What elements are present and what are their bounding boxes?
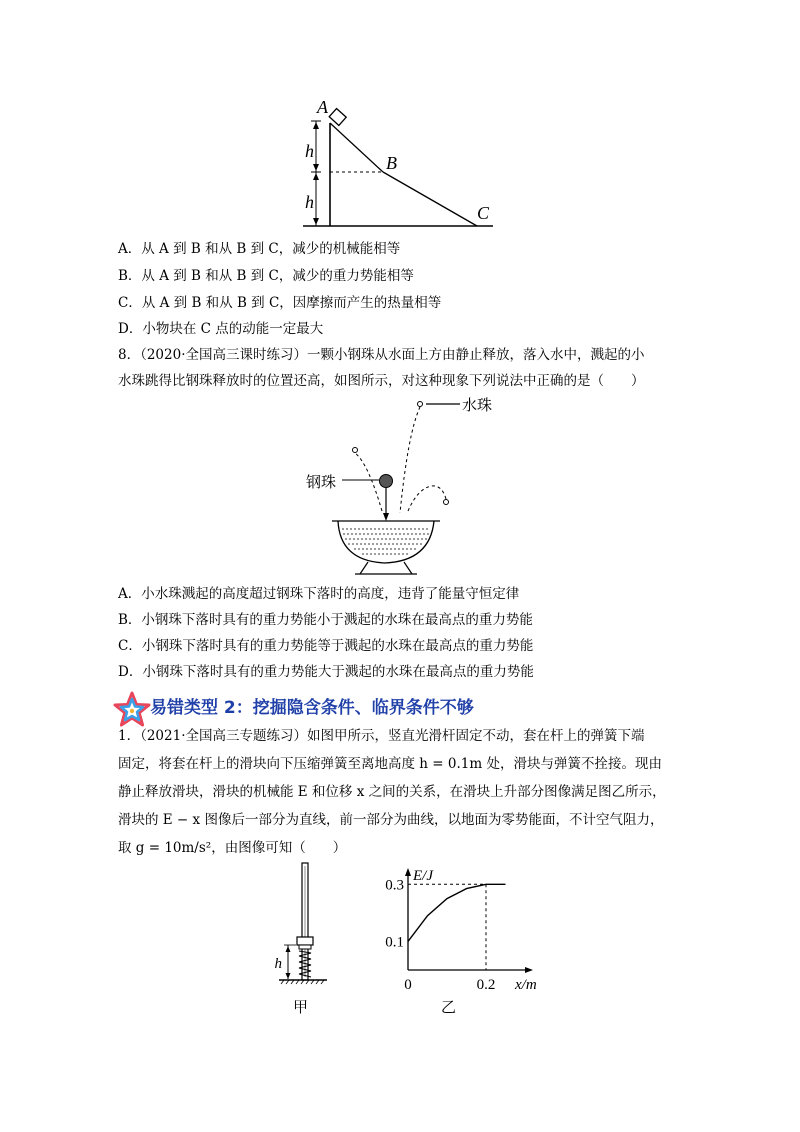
splash-figure <box>300 393 510 578</box>
x-tick-label: 0.2 <box>476 977 496 993</box>
q1-stem-line: 1．（2021·全国高三专题练习）如图甲所示，竖直光滑杆固定不动，套在杆上的弹簧下端 <box>118 728 645 744</box>
q7-option-a: A．从 A 到 B 和从 B 到 C，减少的机械能相等 <box>118 241 401 257</box>
q8-option-b: B．小钢珠下落时具有的重力势能小于溅起的水珠在最高点的重力势能 <box>118 612 533 628</box>
label-water-drop: 水珠 <box>462 398 493 414</box>
label-c: C <box>477 203 490 223</box>
x-axis-label: x/m <box>515 977 537 993</box>
series-curve <box>408 884 486 941</box>
y-axis-label: E/J <box>413 868 433 884</box>
x-tick-label: 0 <box>404 977 412 993</box>
label-a: A <box>317 97 328 117</box>
q7-option-d: D．小物块在 C 点的动能一定最大 <box>118 321 324 337</box>
q8-stem-line1: 8．（2020·全国高三课时练习）一颗小钢珠从水面上方由静止释放，落入水中，溅起的小 <box>118 347 645 363</box>
incline-figure <box>295 95 510 235</box>
label-h-upper: h <box>305 141 314 161</box>
q8-stem-line2: 水珠跳得比钢珠释放时的位置还高，如图所示，对这种现象下列说法中正确的是（ ） <box>118 373 645 389</box>
q1-stem-line: 固定，将套在杆上的滑块向下压缩弹簧至离地高度 h = 0.1m 处，滑块与弹簧不拴接。现由 <box>118 756 662 772</box>
section-title: 易错类型 2：挖掘隐含条件、临界条件不够 <box>150 698 474 718</box>
label-b: B <box>386 153 397 173</box>
label-yi: 乙 <box>441 998 457 1016</box>
q1-stem-line: 滑块的 E − x 图像后一部分为直线，前一部分为曲线，以地面为零势能面，不计空气阻力， <box>118 812 664 828</box>
q8-option-a: A．小水珠溅起的高度超过钢珠下落时的高度，违背了能量守恒定律 <box>118 586 520 602</box>
q7-option-c: C．从 A 到 B 和从 B 到 C，因摩擦而产生的热量相等 <box>118 295 442 311</box>
e-x-chart <box>375 860 550 995</box>
y-tick-label: 0.3 <box>385 877 404 894</box>
y-axis-arrow <box>405 868 411 876</box>
q1-stem <box>118 722 684 862</box>
q7-option-b: B．从 A 到 B 和从 B 到 C，减少的重力势能相等 <box>118 268 414 284</box>
label-jia: 甲 <box>293 998 309 1016</box>
q1-stem-line: 取 g = 10m/s²，由图像可知（ ） <box>118 840 347 856</box>
q8-option-c: C．小钢珠下落时具有的重力势能等于溅起的水珠在最高点的重力势能 <box>118 638 534 654</box>
q8-option-d: D．小钢珠下落时具有的重力势能大于溅起的水珠在最高点的重力势能 <box>118 664 534 680</box>
label-steel-ball: 钢珠 <box>306 475 337 491</box>
label-h-lower: h <box>305 192 314 212</box>
q1-stem-line: 静止释放滑块，滑块的机械能 E 和位移 x 之间的关系，在滑块上升部分图像满足图乙所示， <box>118 784 666 800</box>
label-h-spring: h <box>274 956 282 972</box>
rod-spring-figure <box>265 860 335 988</box>
x-axis-arrow <box>525 967 533 973</box>
y-tick-label: 0.1 <box>385 934 404 951</box>
